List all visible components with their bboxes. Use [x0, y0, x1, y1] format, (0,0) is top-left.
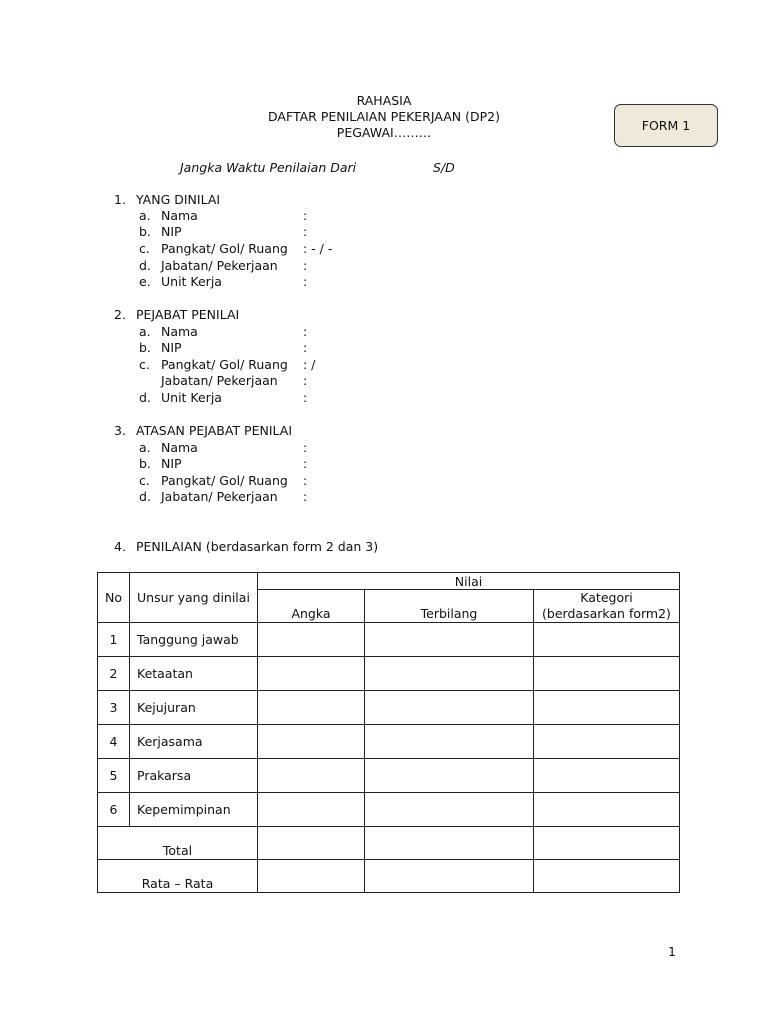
- table-row: [98, 623, 680, 657]
- terbilang-cell[interactable]: [365, 691, 534, 725]
- field-value: :: [303, 456, 308, 471]
- field-row: [139, 208, 308, 224]
- field-row: [139, 357, 316, 373]
- terbilang-cell[interactable]: [365, 725, 534, 759]
- row-unsur: Ketaatan: [130, 657, 258, 691]
- field-value: :: [303, 373, 308, 388]
- average-label: Rata – Rata: [98, 860, 258, 893]
- period-label: Jangka Waktu Penilaian Dari: [180, 160, 357, 175]
- average-row: [98, 860, 680, 893]
- field-label: NIP: [161, 224, 182, 239]
- field-row: [139, 340, 308, 356]
- section-title: PEJABAT PENILAI: [136, 307, 240, 322]
- table-row: [98, 725, 680, 759]
- section-number: 4.: [114, 539, 126, 554]
- total-row: [98, 827, 680, 860]
- field-row: [139, 390, 308, 406]
- row-unsur: Prakarsa: [130, 759, 258, 793]
- field-label: NIP: [161, 456, 182, 471]
- field-letter: c.: [139, 473, 150, 488]
- field-letter: d.: [139, 489, 151, 504]
- section-number: 1.: [114, 192, 126, 207]
- field-value: :: [303, 390, 308, 405]
- row-no: 3: [98, 691, 130, 725]
- header-no: No: [98, 573, 130, 623]
- field-value: :: [303, 224, 308, 239]
- section-number: 3.: [114, 423, 126, 438]
- header-title: DAFTAR PENILAIAN PEKERJAAN (DP2): [268, 109, 500, 124]
- terbilang-cell[interactable]: [365, 793, 534, 827]
- terbilang-cell[interactable]: [365, 623, 534, 657]
- field-letter: d.: [139, 390, 151, 405]
- field-letter: c.: [139, 241, 150, 256]
- field-label: Jabatan/ Pekerjaan: [161, 489, 278, 504]
- kategori-cell[interactable]: [534, 793, 680, 827]
- angka-cell[interactable]: [258, 623, 365, 657]
- field-value: :: [303, 258, 308, 273]
- field-letter: b.: [139, 340, 151, 355]
- field-label: Nama: [161, 324, 198, 339]
- section-3-title: [114, 423, 292, 438]
- form-label: FORM 1: [641, 118, 691, 133]
- header-employee: PEGAWAI………: [336, 125, 432, 140]
- field-row: [139, 456, 308, 472]
- field-row: [139, 473, 308, 489]
- field-letter: d.: [139, 258, 151, 273]
- field-letter: a.: [139, 324, 151, 339]
- field-letter: a.: [139, 208, 151, 223]
- angka-cell[interactable]: [258, 691, 365, 725]
- field-row: [139, 373, 308, 389]
- terbilang-cell[interactable]: [365, 860, 534, 893]
- header-terbilang: Terbilang: [365, 590, 534, 623]
- page-number: 1: [668, 944, 676, 959]
- section-title: PENILAIAN (berdasarkan form 2 dan 3): [136, 539, 379, 554]
- row-unsur: Kerjasama: [130, 725, 258, 759]
- form-label-box: [614, 104, 718, 147]
- row-no: 5: [98, 759, 130, 793]
- field-value: :: [303, 440, 308, 455]
- field-label: Nama: [161, 208, 198, 223]
- field-label: Pangkat/ Gol/ Ruang: [161, 473, 288, 488]
- field-value: : /: [303, 357, 316, 372]
- field-label: Unit Kerja: [161, 390, 222, 405]
- field-row: [139, 440, 308, 456]
- field-value: :: [303, 340, 308, 355]
- field-row: [139, 324, 308, 340]
- header-kategori: Kategori (berdasarkan form2): [534, 590, 680, 623]
- field-row: [139, 258, 308, 274]
- section-title: YANG DINILAI: [136, 192, 221, 207]
- field-value: :: [303, 208, 308, 223]
- period-until: S/D: [433, 160, 455, 175]
- section-2-title: [114, 307, 239, 322]
- header-nilai: Nilai: [258, 573, 680, 590]
- row-unsur: Tanggung jawab: [130, 623, 258, 657]
- header-confidential: RAHASIA: [356, 93, 412, 108]
- angka-cell[interactable]: [258, 827, 365, 860]
- row-unsur: Kejujuran: [130, 691, 258, 725]
- field-row: [139, 224, 308, 240]
- header-unsur: Unsur yang dinilai: [130, 573, 258, 623]
- field-value: : - / -: [303, 241, 333, 256]
- kategori-cell[interactable]: [534, 725, 680, 759]
- field-value: :: [303, 489, 308, 504]
- field-row: [139, 241, 333, 257]
- kategori-cell[interactable]: [534, 623, 680, 657]
- table-row: [98, 793, 680, 827]
- row-unsur: Kepemimpinan: [130, 793, 258, 827]
- kategori-cell[interactable]: [534, 759, 680, 793]
- field-label: Pangkat/ Gol/ Ruang: [161, 241, 288, 256]
- field-row: [139, 489, 308, 505]
- angka-cell[interactable]: [258, 860, 365, 893]
- total-label: Total: [98, 827, 258, 860]
- field-label: Nama: [161, 440, 198, 455]
- section-title: ATASAN PEJABAT PENILAI: [136, 423, 293, 438]
- kategori-cell[interactable]: [534, 691, 680, 725]
- angka-cell[interactable]: [258, 793, 365, 827]
- field-label: Unit Kerja: [161, 274, 222, 289]
- kategori-cell[interactable]: [534, 860, 680, 893]
- field-label: Pangkat/ Gol/ Ruang: [161, 357, 288, 372]
- terbilang-cell[interactable]: [365, 759, 534, 793]
- header-angka: Angka: [258, 590, 365, 623]
- terbilang-cell[interactable]: [365, 657, 534, 691]
- table-row: [98, 691, 680, 725]
- field-value: :: [303, 274, 308, 289]
- angka-cell[interactable]: [258, 657, 365, 691]
- field-letter: c.: [139, 357, 150, 372]
- row-no: 4: [98, 725, 130, 759]
- table-row: [98, 759, 680, 793]
- field-label: Jabatan/ Pekerjaan: [161, 373, 278, 388]
- table-row: [98, 657, 680, 691]
- row-no: 6: [98, 793, 130, 827]
- field-letter: a.: [139, 440, 151, 455]
- angka-cell[interactable]: [258, 725, 365, 759]
- section-number: 2.: [114, 307, 126, 322]
- kategori-cell[interactable]: [534, 827, 680, 860]
- terbilang-cell[interactable]: [365, 827, 534, 860]
- field-row: [139, 274, 308, 290]
- kategori-cell[interactable]: [534, 657, 680, 691]
- field-label: NIP: [161, 340, 182, 355]
- field-letter: b.: [139, 456, 151, 471]
- row-no: 1: [98, 623, 130, 657]
- field-letter: e.: [139, 274, 151, 289]
- field-value: :: [303, 473, 308, 488]
- row-no: 2: [98, 657, 130, 691]
- field-label: Jabatan/ Pekerjaan: [161, 258, 278, 273]
- field-value: :: [303, 324, 308, 339]
- section-4-title: [114, 539, 378, 554]
- field-letter: b.: [139, 224, 151, 239]
- assessment-table: [97, 572, 680, 893]
- section-1-title: [114, 192, 220, 207]
- angka-cell[interactable]: [258, 759, 365, 793]
